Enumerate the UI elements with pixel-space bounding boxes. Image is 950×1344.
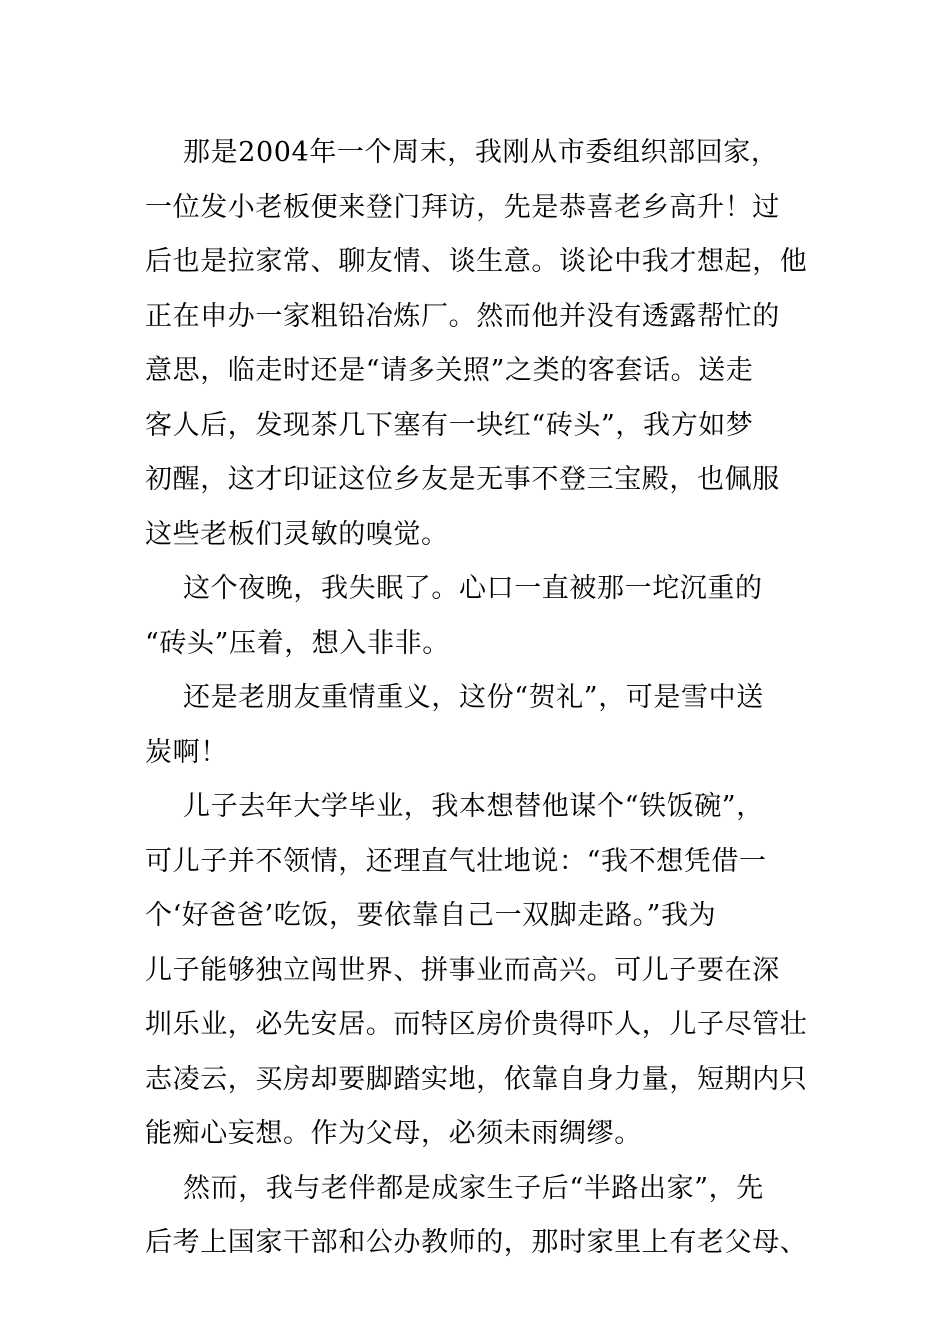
text-line: 客人后，发现茶几下塞有一块红“砖头”，我方如梦 <box>145 409 754 441</box>
text-line: 能痴心妄想。作为父母，必须未雨绸缪。 <box>145 1118 642 1149</box>
text-line: 儿子去年大学毕业，我本想替他谋个“铁饭碗”， <box>183 791 764 822</box>
text-line: 炭啊！ <box>145 736 228 768</box>
text-line: “砖头”压着，想入非非。 <box>145 627 450 659</box>
text-line: 可儿子并不领情，还理直气壮地说：“我不想凭借一 <box>145 845 767 877</box>
text-line: 然而，我与老伴都是成家生子后“半路出家”，先 <box>183 1172 764 1204</box>
text-line: 这个夜晚，我失眠了。心口一直被那一坨沉重的 <box>183 573 763 604</box>
text-line: 个‘好爸爸’吃饭，要依靠自己一双脚走路。”我为 <box>145 900 717 931</box>
text-line: 志凌云，买房却要脚踏实地，依靠自身力量，短期内只 <box>145 1063 808 1095</box>
text-line: 后考上国家干部和公办教师的，那时家里上有老父母、 <box>145 1227 808 1258</box>
text-line: 初醒，这才印证这位乡友是无事不登三宝殿，也佩服 <box>145 464 780 495</box>
body-text <box>145 126 810 1271</box>
text-line: 这些老板们灵敏的嗅觉。 <box>145 518 449 550</box>
text-line: 还是老朋友重情重义，这份“贺礼”，可是雪中送 <box>183 682 764 713</box>
text-line: 一位发小老板便来登门拜访，先是恭喜老乡高升！过 <box>145 191 780 223</box>
text-line: 圳乐业，必先安居。而特区房价贵得吓人，儿子尽管壮 <box>145 1009 808 1040</box>
text-line: 意思，临走时还是“请多关照”之类的客套话。送走 <box>145 355 754 386</box>
text-line: 正在申办一家粗铅冶炼厂。然而他并没有透露帮忙的 <box>145 300 780 332</box>
text-line: 儿子能够独立闯世界、拼事业而高兴。可儿子要在深 <box>145 954 780 986</box>
text-line: 后也是拉家常、聊友情、谈生意。谈论中我才想起，他 <box>145 246 808 277</box>
text-line: 那是2004年一个周末，我刚从市委组织部回家， <box>183 137 779 168</box>
